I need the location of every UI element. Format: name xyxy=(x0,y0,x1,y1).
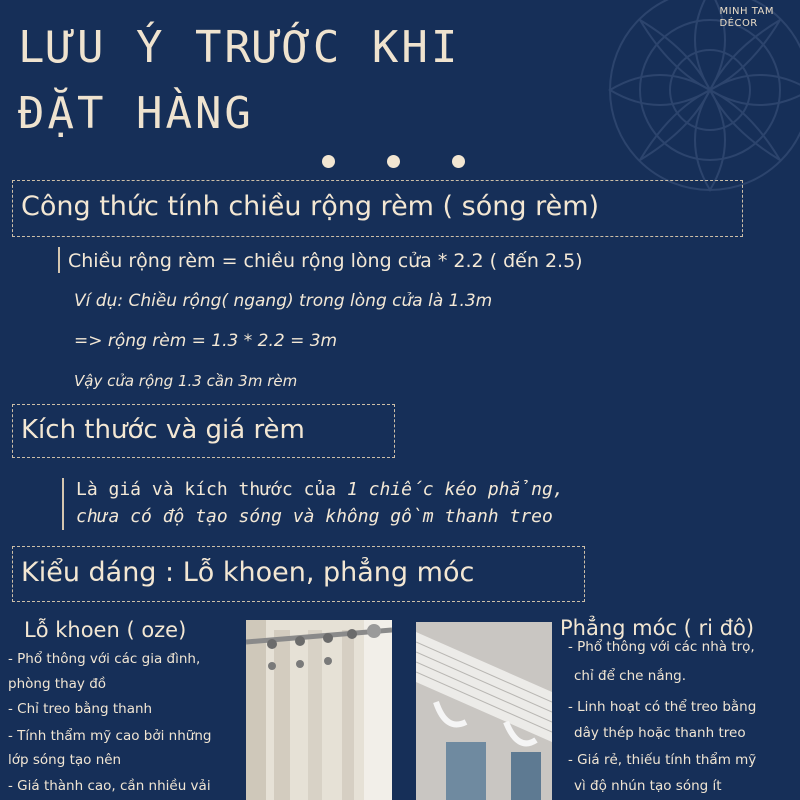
brand-line2: DÉCOR xyxy=(719,18,758,29)
section1-bar xyxy=(58,247,60,273)
right-bullet-3: - Linh hoạt có thể treo bằng xyxy=(568,699,757,715)
dot-icon xyxy=(387,155,400,168)
section2-heading-box xyxy=(12,404,395,458)
right-bullet-1: - Phổ thông với các nhà trọ, xyxy=(568,639,755,655)
left-style-title: Lỗ khoen ( oze) xyxy=(24,618,187,642)
left-bullet-3: - Chỉ treo bằng thanh xyxy=(8,701,153,717)
left-bullet-2: phòng thay đồ xyxy=(8,676,107,692)
section1-example3: Vậy cửa rộng 1.3 cần 3m rèm xyxy=(74,372,298,390)
right-bullet-6: vì độ nhún tạo sóng ít xyxy=(574,778,722,794)
left-bullet-4: - Tính thẩm mỹ cao bởi những xyxy=(8,728,212,744)
left-bullet-1: - Phổ thông với các gia đình, xyxy=(8,651,201,667)
section2-line1-b: 1 chiếc kéo phẳng, xyxy=(346,479,564,500)
brand-line1: MINH TAM xyxy=(719,6,774,17)
right-bullet-2: chỉ để che nắng. xyxy=(574,668,687,684)
page-title-line1: LƯU Ý TRƯỚC KHI xyxy=(18,22,461,73)
hook-curtain-image xyxy=(416,622,552,800)
page-title-line2: ĐẶT HÀNG xyxy=(18,88,254,139)
section2-line1-a: Là giá và kích thước của xyxy=(76,479,347,500)
section2-line1 xyxy=(76,479,564,500)
section2-heading: Kích thước và giá rèm xyxy=(21,415,305,445)
section3-heading-box xyxy=(12,546,585,602)
right-bullet-5: - Giá rẻ, thiếu tính thẩm mỹ xyxy=(568,752,757,768)
eyelet-curtain-photo xyxy=(246,620,392,800)
right-style-title: Phẳng móc ( ri đô) xyxy=(560,616,755,640)
decorative-dots xyxy=(322,155,465,168)
eyelet-curtain-image xyxy=(246,620,392,800)
section1-heading: Công thức tính chiều rộng rèm ( sóng rèm) xyxy=(21,191,600,222)
section1-heading-box xyxy=(12,180,743,237)
section3-heading: Kiểu dáng : Lỗ khoen, phẳng móc xyxy=(21,557,475,588)
section1-example2: => rộng rèm = 1.3 * 2.2 = 3m xyxy=(74,331,338,351)
left-bullet-5: lớp sóng tạo nên xyxy=(8,752,122,768)
section2-line2: chưa có độ tạo sóng và không gồm thanh treo xyxy=(76,506,553,527)
brand-logo xyxy=(719,6,774,30)
left-bullet-6: - Giá thành cao, cần nhiều vải xyxy=(8,778,211,794)
hook-curtain-photo xyxy=(416,622,552,800)
section2-bar xyxy=(62,478,64,530)
section1-example1: Ví dụ: Chiều rộng( ngang) trong lòng cửa là 1.3m xyxy=(74,291,493,311)
right-bullet-4: dây thép hoặc thanh treo xyxy=(574,725,746,741)
dot-icon xyxy=(322,155,335,168)
section1-formula: Chiều rộng rèm = chiều rộng lòng cửa * 2.2 ( đến 2.5) xyxy=(68,250,583,272)
dot-icon xyxy=(452,155,465,168)
